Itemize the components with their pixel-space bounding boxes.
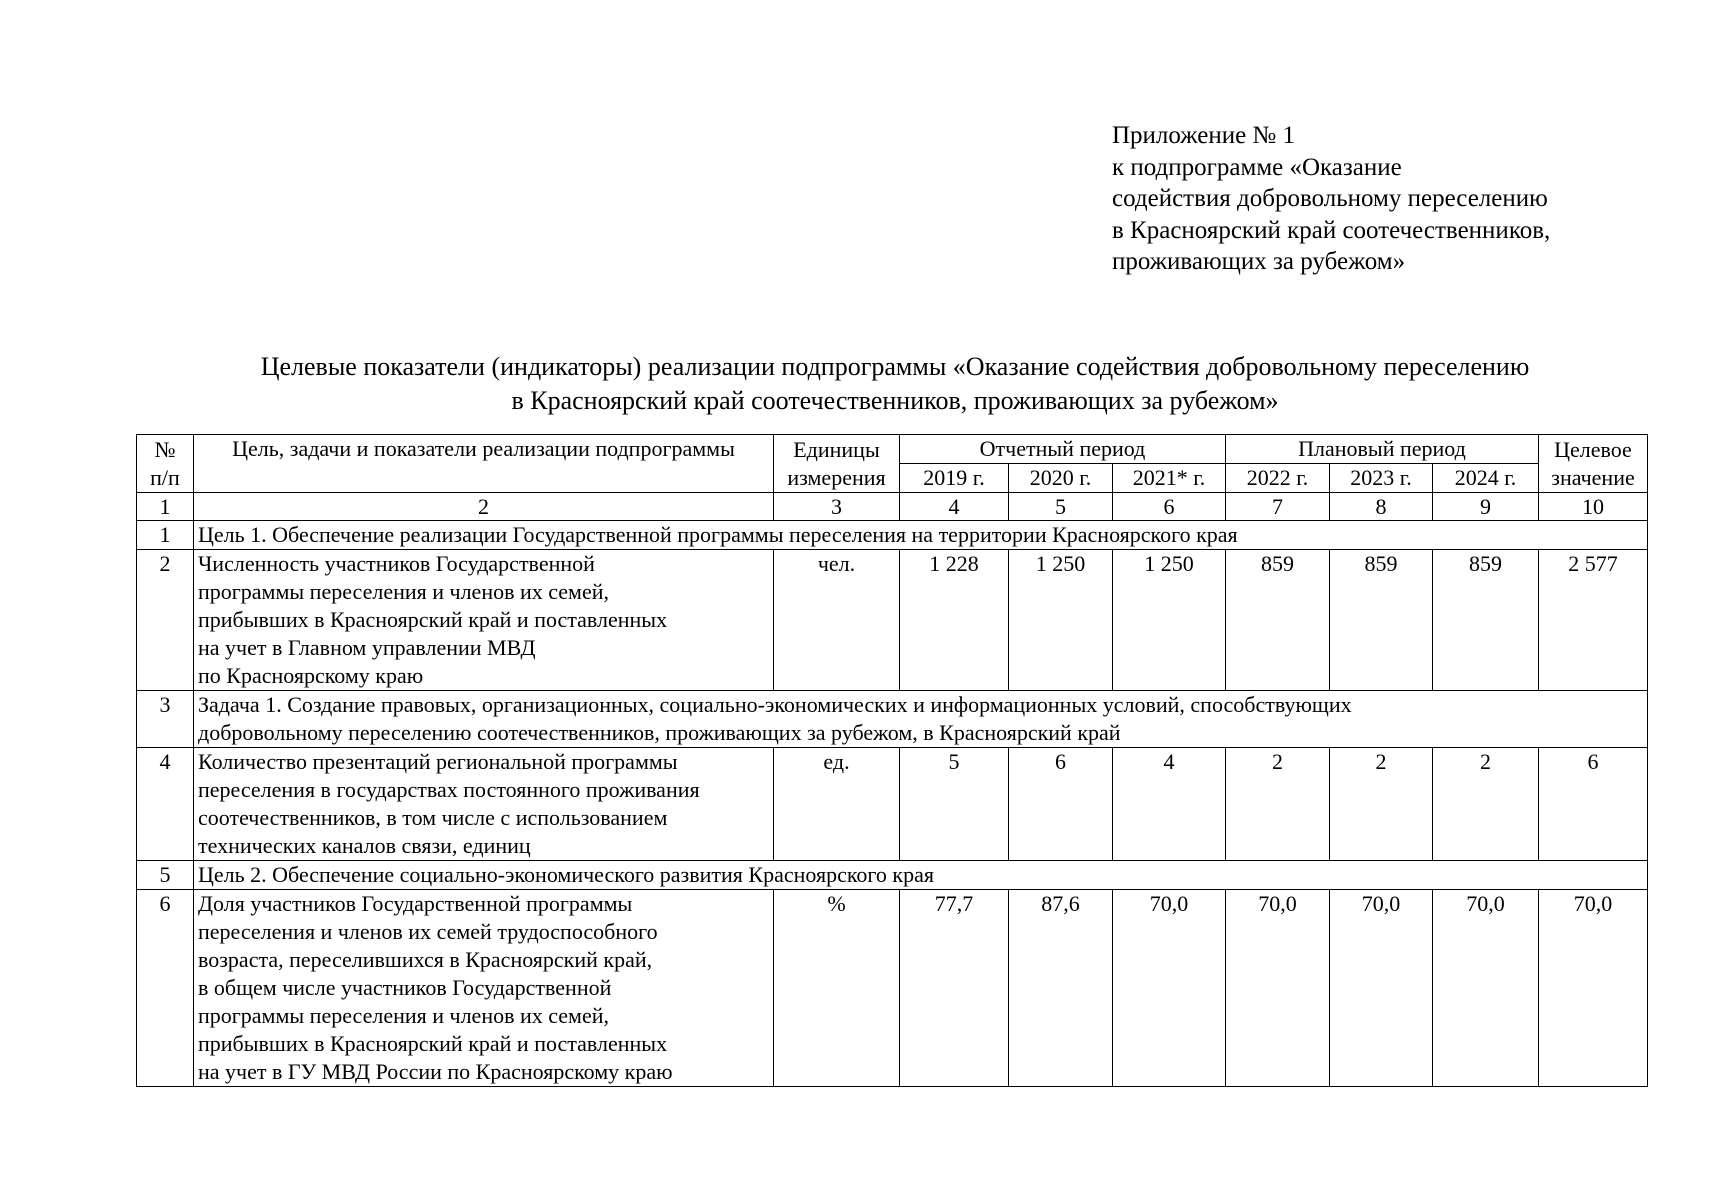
goal-row [137, 521, 1648, 550]
column-number: 3 [774, 493, 900, 521]
column-numbers-row [137, 493, 1648, 521]
indicator-name-line: возраста, переселившихся в Красноярский край, [198, 947, 653, 972]
indicator-row [137, 890, 1648, 1087]
header-num [137, 435, 194, 493]
indicator-name-line: программы переселения и членов их семей, [198, 1003, 610, 1028]
annex-line: проживающих за рубежом» [1112, 248, 1406, 275]
value-cell: 1 250 [1009, 550, 1113, 691]
target-cell: 2 577 [1539, 550, 1648, 691]
document-title [120, 350, 1670, 418]
task-row [137, 691, 1648, 748]
header-goal: Цель, задачи и показатели реализации подпрограммы [194, 435, 774, 493]
indicator-name-line: по Красноярскому краю [198, 663, 424, 688]
column-number: 8 [1330, 493, 1433, 521]
header-reporting-period: Отчетный период [900, 435, 1226, 464]
header-unit-line: измерения [787, 464, 886, 490]
goal-text [194, 861, 1648, 890]
indicator-name-line: прибывших в Красноярский край и поставленных [198, 607, 668, 632]
value-cell: 70,0 [1226, 890, 1330, 1087]
header-year: 2019 г. [900, 464, 1009, 493]
target-cell: 6 [1539, 748, 1648, 861]
indicator-name-line: переселения и членов их семей трудоспособного [198, 919, 658, 944]
header-year: 2020 г. [1009, 464, 1113, 493]
task-line: Задача 1. Создание правовых, организационных, социально-экономических и информационных условий, способствующих [198, 692, 1352, 717]
row-number: 3 [137, 691, 194, 748]
header-year: 2022 г. [1226, 464, 1330, 493]
indicator-name-line: Количество презентаций региональной программы [198, 749, 678, 774]
indicator-name-line: соотечественников, в том числе с использованием [198, 805, 668, 830]
header-year: 2021* г. [1113, 464, 1226, 493]
value-cell: 70,0 [1433, 890, 1539, 1087]
annex-line: содействия добровольному переселению [1112, 185, 1548, 212]
indicator-name [194, 550, 774, 691]
indicator-name-line: на учет в Главном управлении МВД [198, 635, 536, 660]
goal-text [194, 521, 1648, 550]
title-line: Целевые показатели (индикаторы) реализации подпрограммы «Оказание содействия добровольному переселению [260, 352, 1530, 381]
column-number: 2 [194, 493, 774, 521]
target-cell: 70,0 [1539, 890, 1648, 1087]
value-cell: 859 [1226, 550, 1330, 691]
value-cell: 77,7 [900, 890, 1009, 1087]
value-cell: 6 [1009, 748, 1113, 861]
header-year: 2024 г. [1433, 464, 1539, 493]
row-number: 6 [137, 890, 194, 1087]
header-row [137, 435, 1648, 464]
value-cell: 2 [1226, 748, 1330, 861]
table-header [137, 435, 1648, 493]
column-number: 7 [1226, 493, 1330, 521]
row-number: 5 [137, 861, 194, 890]
annex-header [1112, 120, 1550, 278]
header-unit-line: Единицы [793, 436, 880, 462]
header-num-line: п/п [150, 464, 180, 490]
value-cell: 70,0 [1330, 890, 1433, 1087]
row-number: 1 [137, 521, 194, 550]
value-cell: 859 [1433, 550, 1539, 691]
goal-line: Цель 1. Обеспечение реализации Государственной программы переселения на территории Красноярского края [198, 522, 1238, 547]
unit-cell: % [774, 890, 900, 1087]
task-line: добровольному переселению соотечественников, проживающих за рубежом, в Красноярский край [198, 720, 1121, 745]
task-text [194, 691, 1648, 748]
value-cell: 2 [1433, 748, 1539, 861]
column-number: 6 [1113, 493, 1226, 521]
indicator-name-line: Численность участников Государственной [198, 551, 595, 576]
value-cell: 70,0 [1113, 890, 1226, 1087]
row-number: 2 [137, 550, 194, 691]
header-target [1539, 435, 1648, 493]
indicator-name-line: в общем числе участников Государственной [198, 975, 612, 1000]
annex-line: Приложение № 1 [1112, 122, 1296, 149]
value-cell: 5 [900, 748, 1009, 861]
column-number: 5 [1009, 493, 1113, 521]
header-unit [774, 435, 900, 493]
indicator-name-line: Доля участников Государственной программы [198, 891, 633, 916]
value-cell: 2 [1330, 748, 1433, 861]
column-number: 10 [1539, 493, 1648, 521]
indicator-name [194, 890, 774, 1087]
unit-cell: ед. [774, 748, 900, 861]
indicator-name-line: технических каналов связи, единиц [198, 833, 531, 858]
indicator-row [137, 748, 1648, 861]
indicator-name-line: прибывших в Красноярский край и поставленных [198, 1031, 668, 1056]
title-line: в Красноярский край соотечественников, проживающих за рубежом» [511, 386, 1279, 415]
indicator-row [137, 550, 1648, 691]
value-cell: 4 [1113, 748, 1226, 861]
header-year: 2023 г. [1330, 464, 1433, 493]
header-num-line: № [154, 436, 176, 462]
annex-line: в Красноярский край соотечественников, [1112, 216, 1551, 244]
header-planning-period: Плановый период [1226, 435, 1539, 464]
unit-cell: чел. [774, 550, 900, 691]
table-body [137, 493, 1648, 1087]
row-number: 4 [137, 748, 194, 861]
indicator-name-line: программы переселения и членов их семей, [198, 579, 610, 604]
indicator-name-line: переселения в государствах постоянного проживания [198, 777, 700, 802]
value-cell: 1 250 [1113, 550, 1226, 691]
indicator-name [194, 748, 774, 861]
value-cell: 1 228 [900, 550, 1009, 691]
header-target-line: значение [1551, 464, 1635, 490]
value-cell: 87,6 [1009, 890, 1113, 1087]
indicator-name-line: на учет в ГУ МВД России по Красноярскому краю [198, 1059, 673, 1084]
annex-line: к подпрограмме «Оказание [1112, 153, 1402, 181]
goal-line: Цель 2. Обеспечение социально-экономического развития Красноярского края [198, 862, 934, 887]
header-target-line: Целевое [1554, 436, 1632, 462]
goal-row [137, 861, 1648, 890]
value-cell: 859 [1330, 550, 1433, 691]
column-number: 4 [900, 493, 1009, 521]
column-number: 9 [1433, 493, 1539, 521]
column-number: 1 [137, 493, 194, 521]
indicators-table [136, 434, 1648, 1087]
